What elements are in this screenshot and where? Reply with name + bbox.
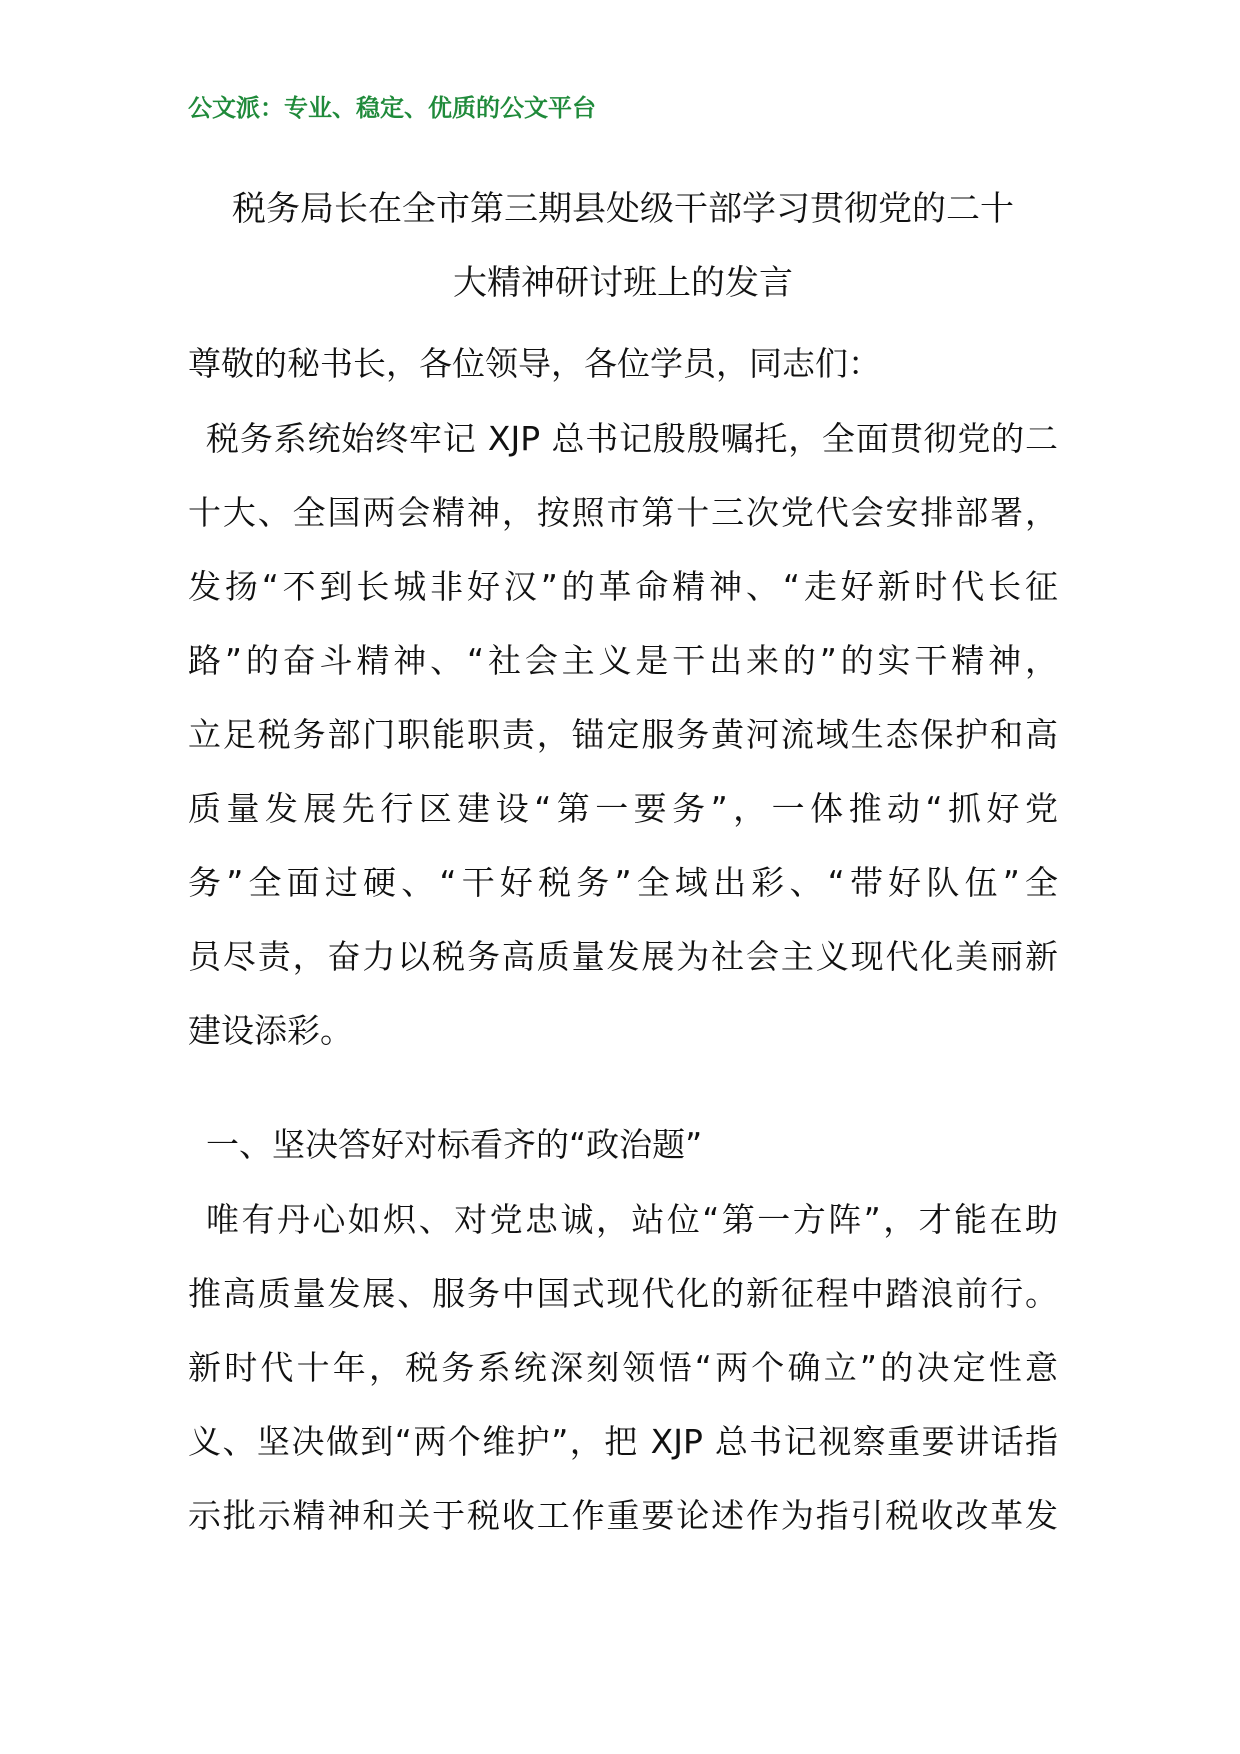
section-heading-text: 一、坚决答好对标看齐的“政治题” — [206, 1125, 703, 1164]
document-title — [188, 172, 1058, 320]
paragraph-line: 新时代十年，税务系统深刻领悟“两个确立”的决定性意 — [188, 1348, 1058, 1387]
header-brand: 公文派：专业、稳定、优质的公文平台 — [188, 94, 596, 122]
paragraph-line: 十大、全国两会精神，按照市第十三次党代会安排部署， — [188, 493, 1058, 532]
section-heading-1 — [188, 1108, 1058, 1182]
paragraph-line: 示批示精神和关于税收工作重要论述作为指引税收改革发 — [188, 1496, 1058, 1535]
salutation-text: 尊敬的秘书长，各位领导，各位学员，同志们： — [188, 344, 881, 383]
paragraph-2 — [188, 1183, 1058, 1553]
paragraph-line: 立足税务部门职能职责，锚定服务黄河流域生态保护和高 — [188, 715, 1058, 754]
paragraph-line: 唯有丹心如炽、对党忠诚，站位“第一方阵”，才能在助 — [206, 1200, 1058, 1239]
paragraph-line: 路”的奋斗精神、“社会主义是干出来的”的实干精神， — [188, 641, 1058, 680]
title-line: 大精神研讨班上的发言 — [453, 263, 793, 303]
paragraph-line: 务”全面过硬、“干好税务”全域出彩、“带好队伍”全 — [188, 863, 1058, 902]
paragraph-line: 税务系统始终牢记 XJP 总书记殷殷嘱托，全面贯彻党的二 — [206, 419, 1058, 458]
paragraph-1 — [188, 402, 1058, 1068]
paragraph-line: 员尽责，奋力以税务高质量发展为社会主义现代化美丽新 — [188, 937, 1058, 976]
paragraph-line: 质量发展先行区建设“第一要务”，一体推动“抓好党 — [188, 789, 1058, 828]
paragraph-line: 发扬“不到长城非好汉”的革命精神、“走好新时代长征 — [188, 567, 1058, 606]
paragraph-line: 义、坚决做到“两个维护”，把 XJP 总书记视察重要讲话指 — [188, 1422, 1058, 1461]
paragraph-line: 推高质量发展、服务中国式现代化的新征程中踏浪前行。 — [188, 1274, 1058, 1313]
paragraph-line: 建设添彩。 — [188, 1011, 353, 1050]
salutation — [188, 327, 1058, 401]
title-line: 税务局长在全市第三期县处级干部学习贯彻党的二十 — [232, 189, 1014, 229]
